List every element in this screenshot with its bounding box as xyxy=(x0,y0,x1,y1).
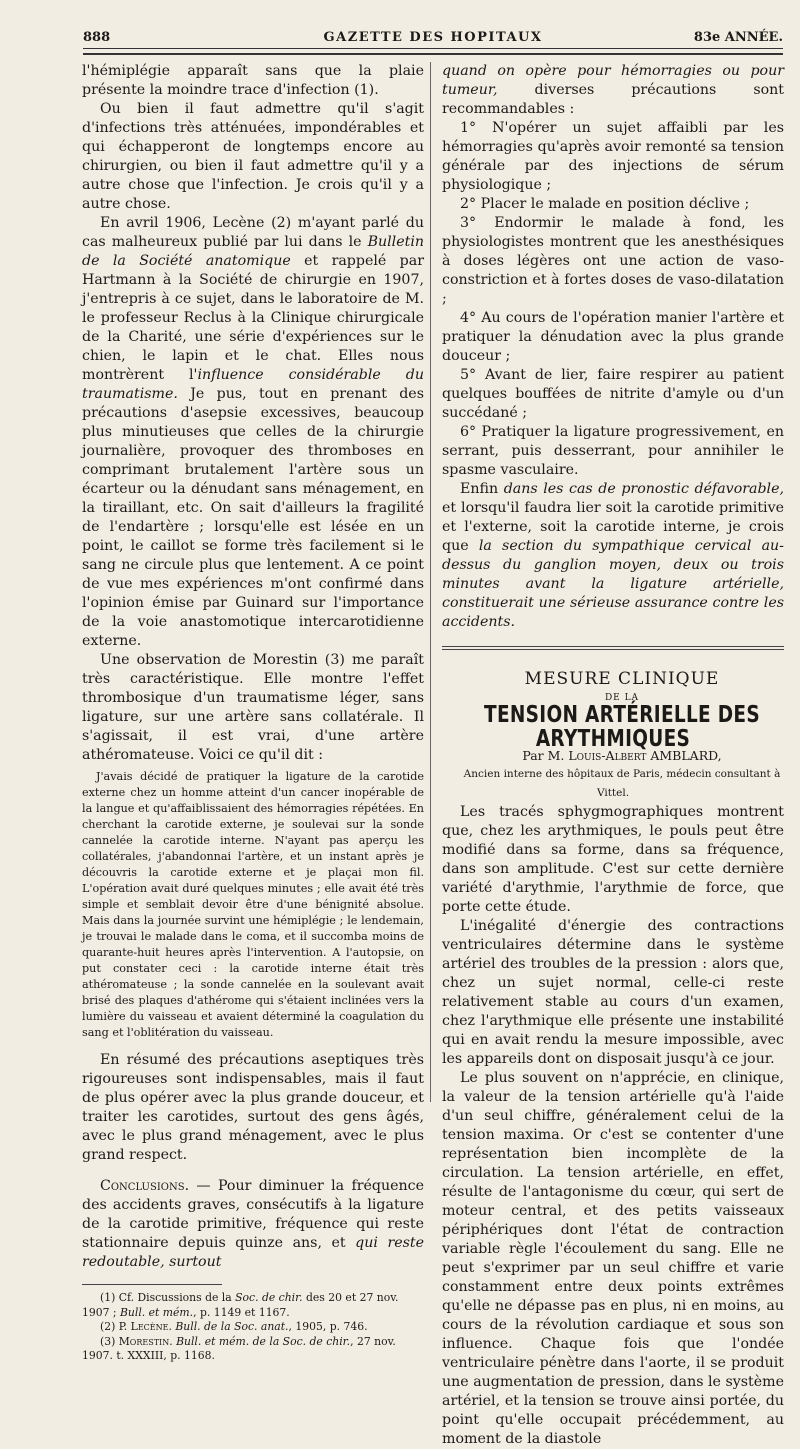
text-run: . xyxy=(169,1334,177,1348)
list-item: 2° Placer le malade en position déclive ; xyxy=(460,196,750,212)
text-run: Par M. xyxy=(522,748,569,763)
text-run: , 1905, p. 746. xyxy=(288,1320,368,1333)
page-number: 888 xyxy=(83,30,111,45)
quotation-text: J'avais décidé de pratiquer la ligature de la carotide externe chez un homme atteint d'un cancer inopérable de la langue et qu'affaiblissaient des hémorragies répétées. En cherchant la carotide externe, je soulevai sur la sonde cannelée la carotide interne. N'ayant pas aperçu les collatérales, j'abandonnai l'artère, et un instant après je découvris la carotide externe et je plaçai mon fil. L'opération avait duré quelques minutes ; elle avait été très simple et semblait devoir être d'une bénignité absolue. Mais dans la journée survint une hémiplégie ; le lendemain, je trouvai le malade dans le coma, et il succomba moins de quarante-huit heures après l'intervention. A l'autopsie, on put constater ceci : la carotide interne était très athéromateuse ; la sonde cannelée en la soulevant avait brisé des plaques d'athérome qui s'étaient inclinées vers la lumière du vaisseau et avaient déterminé la coagulation du sang et l'oblitération du vaisseau. xyxy=(82,770,424,1039)
list-item: 4° Au cours de l'opération manier l'artère et pratiquer la dénudation avec la plus grande douceur ; xyxy=(442,310,784,364)
list-item: 1° N'opérer un sujet affaibli par les hémorragies qu'après avoir remonté sa tension générale par des injections de sérum physiologique ; xyxy=(442,120,784,193)
emphasis: la section du sympathique cervical au-dessus du ganglion moyen, deux ou trois minutes avant la ligature artérielle, constituerait une sérieuse assurance contre les accidents. xyxy=(442,538,784,630)
author-name: Morestin xyxy=(118,1334,170,1348)
conclusions-label: Conclusions. xyxy=(100,1178,190,1194)
header-rule xyxy=(83,48,783,49)
emphasis: influence considérable du traumatisme. xyxy=(82,367,424,402)
paragraph: En résumé des précautions aseptiques très rigoureuses sont indispensables, mais il faut de plus opérer avec la plus grande douceur, et traiter les carotides, surtout des gens âgés, avec le plus grand ménagement, avec le plus grand respect. xyxy=(82,1052,424,1163)
emphasis: quand on opère pour hémorragies ou pour tumeur, xyxy=(442,63,784,98)
journal-reference: Bull. et mém. xyxy=(119,1305,194,1319)
text-run: . xyxy=(168,1320,176,1333)
author-name: Louis-Albert xyxy=(568,748,647,763)
paragraph xyxy=(82,214,424,651)
journal-reference: Soc. de chir. xyxy=(235,1291,303,1304)
journal-reference: Bull. de la Soc. anat. xyxy=(175,1320,289,1333)
article-title: TENSION ARTÉRIELLE DES ARYTHMIQUES xyxy=(484,702,760,752)
text-run: et rappelé par Hartmann à la Société de chirurgie en 1907, j'entrepris à ce sujet, dans le laboratoire de M. le professeur Reclus à la Clinique chirurgicale de la Charité, une série d'expériences sur le chien, le lapin et le chat. Elles nous montrèrent l' xyxy=(82,253,424,383)
emphasis: dans les cas de pronostic défavorable, xyxy=(503,481,784,497)
paragraph: l'hémiplégie apparaît sans que la plaie présente la moindre trace d'infection (1). xyxy=(82,63,424,98)
footnote xyxy=(82,1291,424,1320)
text-run: (2) P. xyxy=(100,1320,131,1333)
article-kicker: MESURE CLINIQUE xyxy=(524,669,720,689)
text-run: diverses précautions sont recommandables : xyxy=(442,82,784,117)
emphasis: qui reste redoutable, surtout xyxy=(82,1235,424,1270)
paragraph xyxy=(442,62,784,119)
author-surname: AMBLARD, xyxy=(646,748,722,763)
conclusions-paragraph xyxy=(82,1177,424,1272)
text-run: , 27 nov. 1907. t. XXXIII, p. 1168. xyxy=(82,1334,396,1362)
spacer xyxy=(82,1165,424,1177)
column-divider xyxy=(430,62,431,1102)
list-item: 3° Endormir le malade à fond, les physiologistes montrent que les anesthésiques à doses légères ont une action de vaso-constriction et à fortes doses de vaso-dilatation ; xyxy=(442,215,784,307)
paragraph: L'inégalité d'énergie des contractions ventriculaires détermine dans le système artériel des troubles de la pression : alors que, chez un sujet normal, celle-ci reste relativement stable au cours d'un examen, chez l'arythmique elle présente une instabilité qui en avait rendu la mesure impossible, avec les appareils dont on disposait jusqu'à ce jour. xyxy=(442,918,784,1067)
text-run: des 20 et 27 nov. 1907 ; xyxy=(82,1291,399,1319)
text-run: (3) xyxy=(100,1334,119,1348)
journal-title: GAZETTE DES HOPITAUX xyxy=(323,30,543,45)
text-run: , p. 1149 et 1167. xyxy=(193,1305,290,1319)
article-separator xyxy=(442,646,784,647)
article-separator xyxy=(442,649,784,650)
paragraph: Les tracés sphygmographiques montrent que, chez les arythmiques, le pouls peut être modifié dans sa forme, dans sa fréquence, dans son amplitude. C'est sur cette dernière variété d'arythmie, l'arythmie de force, que porte cette étude. xyxy=(442,804,784,915)
footnote xyxy=(82,1320,424,1335)
paragraph: Ou bien il faut admettre qu'il s'agit d'infections très atténuées, impondérables et qui échapperont de longtemps encore au chirurgien, ou bien il faut admettre qu'il y a autre chose que l'infection. Je crois qu'il y a autre chose. xyxy=(82,101,424,212)
year-label: 83e ANNÉE. xyxy=(693,30,783,45)
footnote-rule xyxy=(82,1284,222,1285)
text-run: et lorsqu'il faudra lier soit la carotide primitive et l'externe, soit la carotide interne, je crois que xyxy=(442,500,784,554)
journal-reference: Bull. et mém. de la Soc. de chir. xyxy=(176,1334,351,1348)
list-item: 5° Avant de lier, faire respirer au patient quelques bouffées de nitrite d'amyle ou d'un succédané ; xyxy=(442,367,784,421)
author-name: Lecène xyxy=(130,1320,169,1333)
text-run: — Pour diminuer la fréquence des accidents graves, consécutifs à la ligature de la carotide primitive, fréquence qui reste stationnaire depuis quinze ans, et xyxy=(82,1178,424,1251)
text-run: Je pus, tout en prenant des précautions d'asepsie excessives, beaucoup plus minutieuses que celles de la chirurgie journalière, provoquer des thromboses en comprimant brutalement l'artère sous un écarteur ou la dénudant sans ménagement, en la tiraillant, etc. On sait d'ailleurs la fragilité de l'endartère ; lorsqu'elle est lésée en un point, le caillot se forme très facilement si le sang ne circule plus que lentement. A ce point de vue mes expériences m'ont confirmé dans l'opinion émise par Guinard sur l'importance de la voie anastomotique intercarotidienne externe. xyxy=(82,386,424,649)
footnote xyxy=(82,1335,424,1364)
list-item: 6° Pratiquer la ligature progressivement, en serrant, puis desserrant, pour annihiler le spasme vasculaire. xyxy=(442,424,784,478)
quotation-block xyxy=(82,769,424,1041)
header-rule-thick xyxy=(83,53,783,55)
paragraph: Le plus souvent on n'apprécie, en clinique, la valeur de la tension artérielle qu'à l'aide d'un seul chiffre, généralement celui de la tension maxima. Or c'est se contenter d'une représentation bien incomplète de la circulation. La tension artérielle, en effet, résulte de l'antagonisme du cœur, qui sert de moteur central, et des petits vaisseaux périphériques dont l'état de contraction variable règle l'écoulement du sang. Elle ne peut s'exprimer par un seul chiffre et varie constamment entre deux points extrêmes qu'elle ne dépasse pas en plus, ni en moins, au cours de la révolution cardiaque et sous son influence. Chaque fois que l'ondée ventriculaire pénètre dans l'aorte, il se produit une augmentation de pression, dans le système artériel, et la tension se trouve ainsi portée, du point qu'elle occupait précédemment, au moment de la diastole xyxy=(442,1070,784,1447)
article-kicker-small: DE LA xyxy=(604,693,640,703)
author-affiliation: Ancien interne des hôpitaux de Paris, médecin consultant à Vittel. xyxy=(463,768,781,799)
text-run: (1) Cf. Discussions de la xyxy=(100,1291,236,1304)
journal-reference: Bulletin de la Société anatomique xyxy=(82,234,424,269)
paragraph: Une observation de Morestin (3) me paraît très caractéristique. Elle montre l'effet thrombosique d'un traumatisme léger, sans ligature, sur une artère sans collatérale. Il s'agissait, il est vrai, d'une artère athéromateuse. Voici ce qu'il dit : xyxy=(82,652,424,763)
left-column xyxy=(82,62,424,1364)
text-run: Enfin xyxy=(460,481,504,497)
right-column xyxy=(442,62,784,1449)
text-run: En avril 1906, Lecène (2) m'ayant parlé du cas malheureux publié par lui dans le xyxy=(82,215,424,250)
paragraph xyxy=(442,480,784,632)
